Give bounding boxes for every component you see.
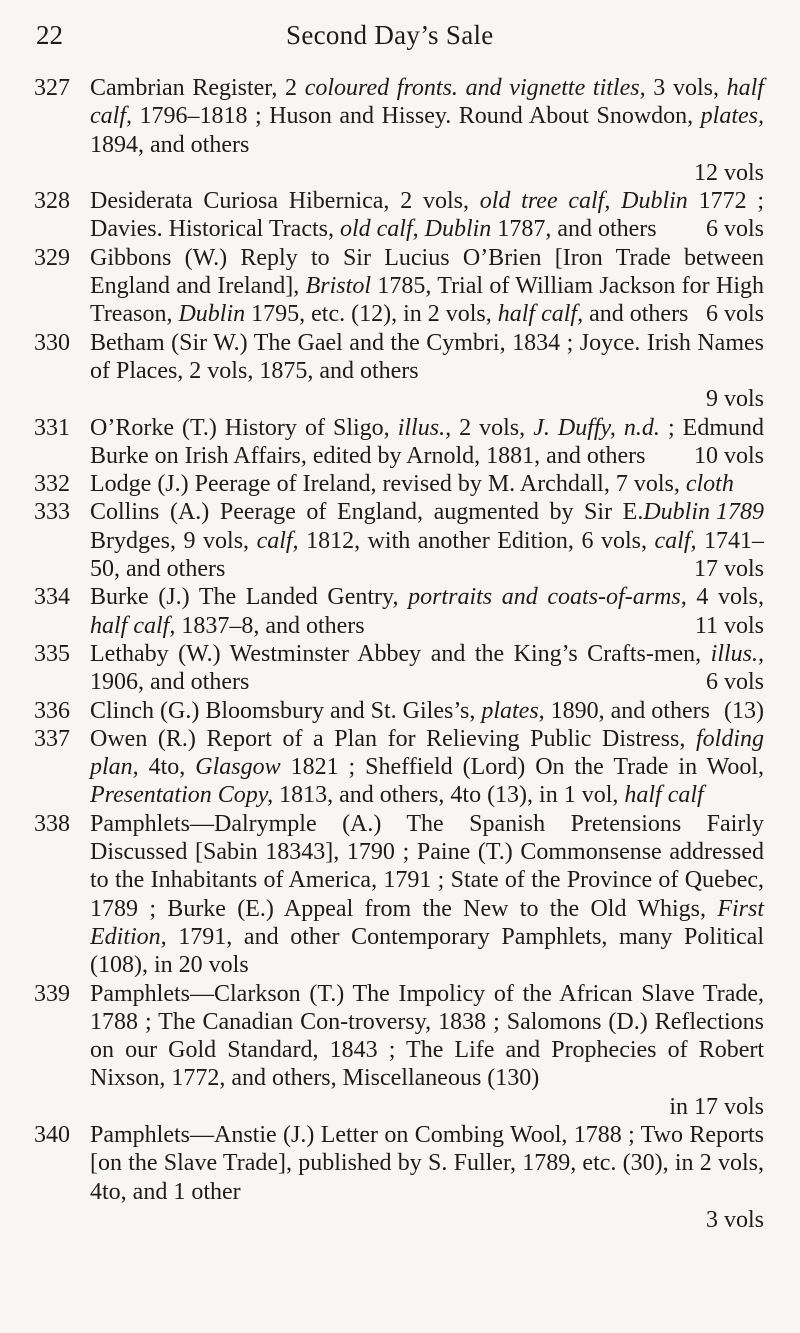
lot-text-run: Desiderata Curiosa Hibernica, 2 vols, (90, 188, 480, 215)
lot-text-run: 1785, Trial of William Jackson for High Treason, (90, 273, 764, 328)
lot-text-italic: First Edition, (90, 895, 764, 950)
lot-text-italic: cloth (685, 471, 734, 498)
lot-number: 336 (34, 697, 70, 724)
lot-number: 339 (34, 980, 70, 1007)
lot-description (90, 583, 764, 640)
lot-number: 328 (34, 188, 70, 215)
lot-text-run: 1813, and others, 4to (13), in 1 vol, (273, 782, 625, 809)
lot-text-run: 1787, and others (491, 216, 657, 243)
lot-number: 329 (34, 244, 70, 271)
lot-number: 340 (34, 1121, 70, 1148)
lot-text-run: ; Edmund Burke on Irish Affairs, edited by Arnold, 1881, and others (90, 414, 764, 469)
lot-text-italic: coloured fronts. and vignette titles, (304, 75, 646, 101)
lot-entry (34, 810, 764, 980)
page-number: 22 (36, 20, 63, 50)
lot-text-run: Cambrian Register, 2 (90, 75, 305, 101)
lot-text-run: Burke (J.) The Landed Gentry, (90, 584, 409, 611)
lot-text-run: O’Rorke (T.) History of Sligo, (90, 414, 398, 441)
lot-number: 331 (34, 414, 70, 441)
lot-volume-count: Dublin 1789 (643, 499, 764, 526)
lot-text-italic: calf, (654, 527, 697, 554)
lot-entry (34, 725, 764, 810)
lot-entry (34, 583, 764, 640)
lot-text-italic: illus., (710, 640, 764, 667)
lot-entry (34, 244, 764, 329)
lot-volume-count: 10 vols (693, 442, 764, 469)
lot-volume-count: 3 vols (705, 1206, 764, 1233)
running-title: Second Day’s Sale (286, 20, 494, 50)
lot-description (90, 697, 764, 725)
lot-description (90, 725, 764, 810)
lot-text-run: 2 vols, (451, 414, 534, 441)
lot-volume-count: 12 vols (693, 159, 764, 186)
lot-text-run: Pamphlets—Clarkson (T.) The Impolicy of the African Slave Trade, 1788 ; The Canadian Con-troversy, 1838 ; Salomons (D.) Reflections on our Gold Standard, 1843 ; The Life and Prophecies of Robert Nixson, 1772, and others, Miscellaneous (130) (90, 980, 764, 1092)
lot-description (90, 187, 764, 244)
lot-text-run: 1795, etc. (12), in 2 vols, (245, 301, 498, 328)
lot-text-run: 1796–1818 ; Huson and Hissey. Round About Snowdon, (132, 103, 701, 130)
lot-text-run: Gibbons (W.) Reply to Sir Lucius O’Brien [Iron Trade between England and Ireland], (90, 244, 764, 300)
lot-text-italic: plates, (700, 103, 764, 130)
lot-description (90, 329, 764, 414)
lot-description (90, 498, 764, 583)
lot-text-italic: old calf, Dublin (339, 216, 492, 243)
lot-text-run: 1741–50, and others (90, 527, 765, 583)
lot-text-italic: Dublin (178, 301, 246, 328)
lot-description (90, 810, 764, 980)
lot-volume-count: (13) (724, 697, 764, 724)
lot-text-run: Clinch (G.) Bloomsbury and St. Giles’s, (90, 697, 482, 724)
lot-number: 332 (34, 471, 70, 498)
lot-text-run: 1894, and others (90, 131, 250, 158)
lot-number: 335 (34, 640, 70, 667)
lot-text-run: 1772 ; Davies. Historical Tracts, (90, 188, 764, 243)
lot-volume-count: 11 vols (694, 612, 764, 639)
lot-number: 333 (34, 499, 70, 526)
lot-text-italic: half calf, (90, 75, 764, 130)
lot-volume-count: 17 vols (693, 556, 764, 583)
lot-volume-count: 6 vols (705, 301, 764, 328)
lot-entry (34, 498, 764, 583)
lot-number: 330 (34, 329, 70, 356)
lot-text-italic: illus., (397, 414, 452, 441)
lot-entry (34, 329, 764, 414)
lot-text-run: 4 vols, (686, 584, 764, 611)
lot-text-run: Pamphlets—Dalrymple (A.) The Spanish Pretensions Fairly Discussed [Sabin 18343], 1790 ; Paine (T.) Commonsense addressed to the Inhabitants of America, 1791 ; State of the Province of Quebec, 1789 ; Burke (E.) Appeal from the New to the Old Whigs, (90, 810, 764, 922)
lot-text-italic: half calf, (497, 301, 584, 328)
lot-number: 337 (34, 725, 70, 752)
lot-volume-count: 6 vols (705, 669, 764, 696)
lot-text-run: 4to, (138, 754, 196, 781)
lot-text-run: 1791, and other Contemporary Pamphlets, many Political (108), in 20 vols (90, 923, 764, 979)
lot-text-run: Pamphlets—Anstie (J.) Letter on Combing Wool, 1788 ; Two Reports [on the Slave Trade], published by S. Fuller, 1789, etc. (30), in 2 vols, 4to, and 1 other (90, 1121, 764, 1205)
lot-text-run: 1812, with another Edition, 6 vols, (298, 527, 655, 554)
lot-text-italic: J. Duffy, n.d. (533, 414, 660, 441)
lot-text-italic: folding plan, (90, 725, 764, 781)
lot-text-run: Owen (R.) Report of a Plan for Relieving Public Distress, (90, 725, 696, 752)
lot-entry (34, 697, 764, 725)
lot-text-italic: half calf, (90, 612, 176, 639)
lot-number: 334 (34, 584, 70, 611)
lot-text-run: and others (583, 301, 689, 328)
lot-text-italic: Glasgow (195, 754, 281, 781)
lot-text-run: Lethaby (W.) Westminster Abbey and the King’s Crafts-men, (90, 640, 711, 667)
lot-text-run: 3 vols, (645, 75, 727, 101)
lot-text-run: 1890, and others (544, 697, 710, 724)
lot-entry (34, 187, 764, 244)
lot-description (90, 244, 764, 329)
lot-description (90, 980, 764, 1121)
lot-text-run: Collins (A.) Peerage of England, augmented by Sir E. Brydges, 9 vols, (90, 499, 644, 554)
lot-text-italic: half calf (624, 782, 704, 809)
lot-text-run: Lodge (J.) Peerage of Ireland, revised by M. Archdall, 7 vols, (90, 471, 686, 498)
lot-entry (34, 1121, 764, 1234)
lot-text-run: 1837–8, and others (175, 612, 365, 639)
lot-description (90, 414, 764, 471)
lot-text-italic: portraits and coats-of-arms, (408, 584, 687, 611)
lot-text-italic: Bristol (305, 273, 371, 300)
lot-description (90, 74, 764, 187)
lot-text-italic: plates, (481, 697, 545, 724)
lot-volume-count: 9 vols (705, 386, 764, 413)
lot-description (90, 470, 764, 526)
lot-text-run: Betham (Sir W.) The Gael and the Cymbri, 1834 ; Joyce. Irish Names of Places, 2 vols, 1875, and others (90, 329, 764, 384)
page-header (36, 20, 760, 56)
lot-text-italic: Presentation Copy, (90, 782, 274, 809)
lot-description (90, 640, 764, 697)
lot-entry (34, 74, 764, 187)
lot-list (34, 74, 764, 1234)
lot-text-run: 1821 ; Sheffield (Lord) On the Trade in Wool, (280, 754, 764, 781)
lot-entry (34, 980, 764, 1121)
lot-number: 327 (34, 75, 70, 101)
lot-volume-count: in 17 vols (669, 1093, 764, 1120)
lot-entry (34, 640, 764, 697)
lot-text-run: 1906, and others (90, 669, 250, 696)
lot-description (90, 1121, 764, 1234)
lot-volume-count: 6 vols (705, 216, 764, 243)
lot-text-italic: calf, (256, 527, 299, 554)
lot-entry (34, 414, 764, 471)
lot-number: 338 (34, 810, 70, 837)
lot-text-italic: old tree calf, Dublin (479, 188, 688, 215)
